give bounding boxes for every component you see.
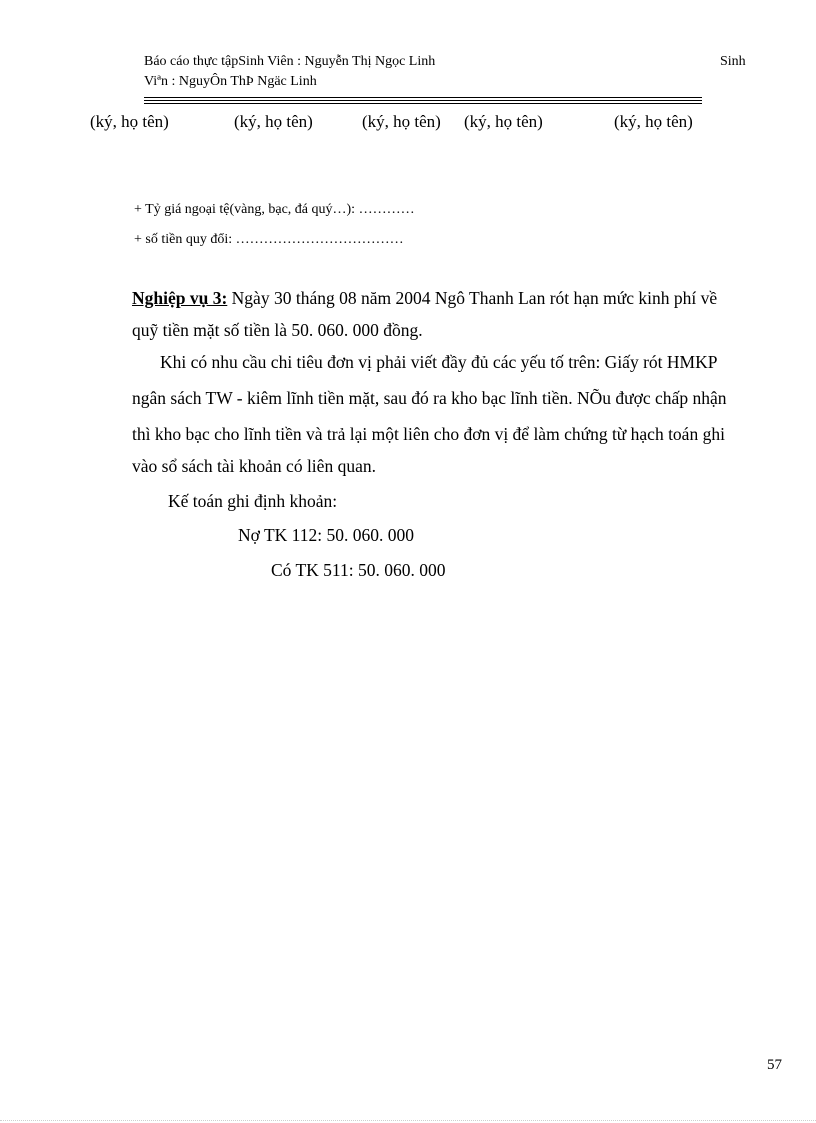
paragraph-line-6: vào sổ sách tài khoản có liên quan.: [132, 456, 376, 476]
paragraph-line-3: Khi có nhu cầu chi tiêu đơn vị phải viết đầy đủ các yếu tố trên: Giấy rót HMKP: [160, 352, 718, 372]
signature-label-2: (ký, họ tên): [234, 112, 313, 131]
signature-label-1: (ký, họ tên): [90, 112, 169, 131]
header-title-line1: Báo cáo thực tậpSinh Viên : Nguyễn Thị Ngọc Linh: [144, 54, 436, 69]
signature-label-5: (ký, họ tên): [614, 112, 693, 131]
exchange-rate-note: + Tỷ giá ngoại tệ(vàng, bạc, đá quý…): …………: [134, 202, 415, 217]
paragraph-line-1: [132, 288, 717, 309]
header-title-right: Sinh: [720, 54, 746, 69]
debit-entry: Nợ TK 112: 50. 060. 000: [238, 525, 414, 545]
header-rule-middle: [144, 100, 702, 101]
signature-label-4: (ký, họ tên): [464, 112, 543, 131]
header-rule-top: [144, 97, 702, 98]
paragraph-line-5: thì kho bạc cho lĩnh tiền và trả lại một liên cho đơn vị để làm chứng từ hạch toán ghi: [132, 424, 725, 444]
accounting-entry-label: Kế toán ghi định khoản:: [168, 491, 338, 511]
page-bottom-border: [0, 1120, 816, 1121]
paragraph-line-2: quỹ tiền mặt số tiền là 50. 060. 000 đồng.: [132, 320, 423, 340]
credit-entry: Có TK 511: 50. 060. 000: [271, 560, 446, 580]
page-number: 57: [767, 1057, 782, 1073]
section-heading: Nghiệp vụ 3:: [132, 288, 228, 308]
header-rule-bottom: [144, 103, 702, 104]
section-heading-rest: Ngày 30 tháng 08 năm 2004 Ngô Thanh Lan rót hạn mức kinh phí về: [227, 288, 718, 308]
signature-label-3: (ký, họ tên): [362, 112, 441, 131]
header-title-line2: Viªn : NguyÔn ThÞ Ngäc Linh: [144, 74, 317, 89]
paragraph-line-4: ngân sách TW - kiêm lĩnh tiền mặt, sau đó ra kho bạc lĩnh tiền. NÕu được chấp nhận: [132, 388, 727, 408]
converted-amount-note: + số tiền quy đổi: ………………………………: [134, 232, 404, 247]
